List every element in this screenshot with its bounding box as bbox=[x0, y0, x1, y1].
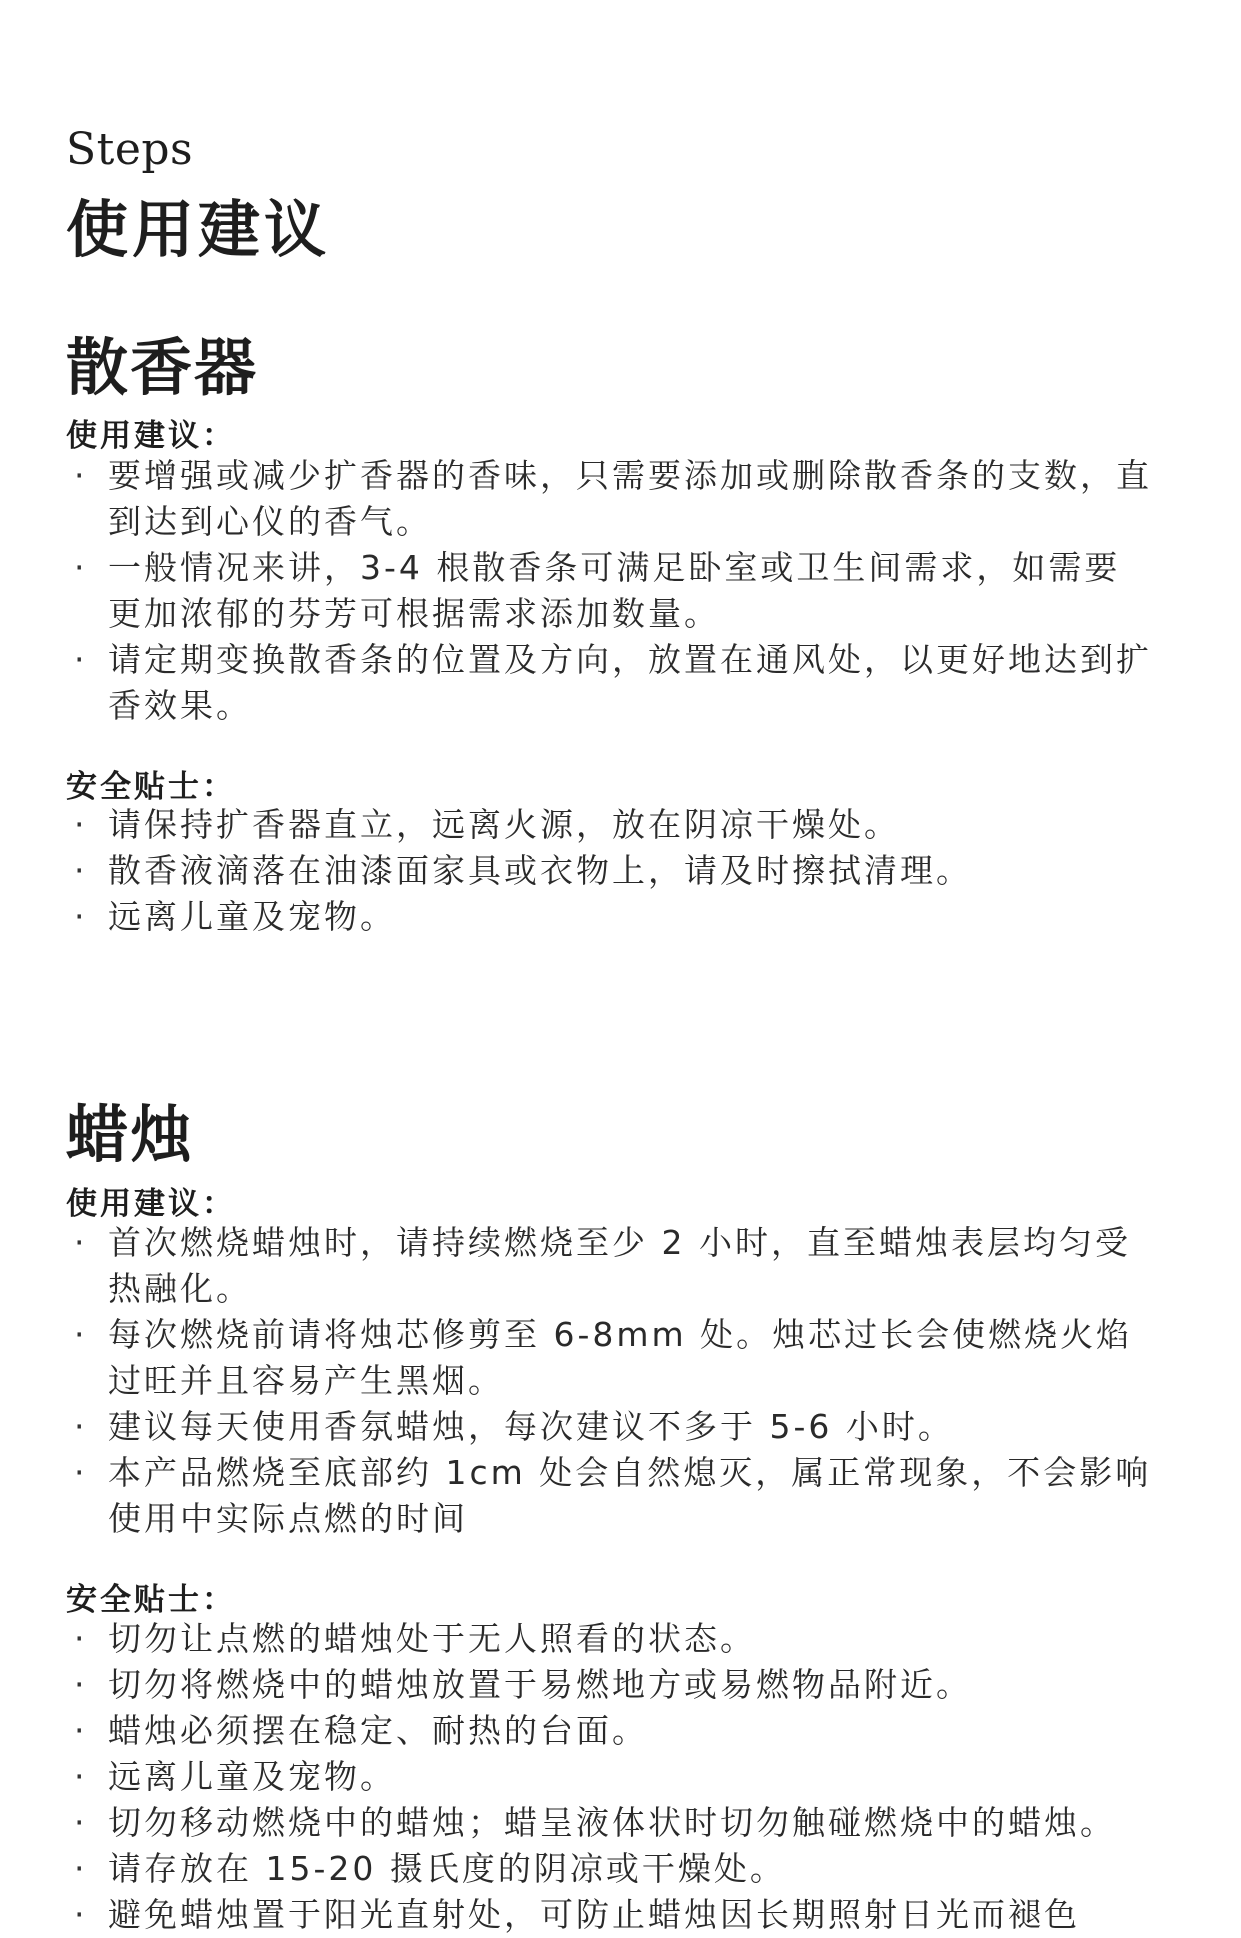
list-item: · 请定期变换散香条的位置及方向，放置在通风处，以更好地达到扩香效果。 bbox=[66, 637, 1216, 729]
list-item: · 避免蜡烛置于阳光直射处，可防止蜡烛因长期照射日光而褪色 bbox=[66, 1892, 1216, 1938]
list-item: · 切勿移动燃烧中的蜡烛；蜡呈液体状时切勿触碰燃烧中的蜡烛。 bbox=[66, 1800, 1216, 1846]
candle-safety-heading: 安全贴士： bbox=[66, 1582, 236, 1618]
candle-safety-list bbox=[66, 1616, 1216, 1938]
candle-title: 蜡烛 bbox=[66, 1098, 195, 1171]
diffuser-title: 散香器 bbox=[66, 331, 259, 404]
candle-usage-list bbox=[66, 1220, 1216, 1542]
list-item: · 请保持扩香器直立，远离火源，放在阴凉干燥处。 bbox=[66, 802, 1216, 848]
diffuser-usage-heading: 使用建议： bbox=[66, 418, 236, 454]
candle-usage-heading: 使用建议： bbox=[66, 1186, 236, 1222]
diffuser-safety-heading: 安全贴士： bbox=[66, 769, 236, 805]
list-item: · 远离儿童及宠物。 bbox=[66, 894, 1216, 940]
list-item: · 要增强或减少扩香器的香味，只需要添加或删除散香条的支数，直到达到心仪的香气。 bbox=[66, 453, 1216, 545]
list-item: · 请存放在 15-20 摄氏度的阴凉或干燥处。 bbox=[66, 1846, 1216, 1892]
list-item: · 切勿将燃烧中的蜡烛放置于易燃地方或易燃物品附近。 bbox=[66, 1662, 1216, 1708]
eyebrow-label: Steps bbox=[66, 124, 194, 175]
list-item: · 首次燃烧蜡烛时，请持续燃烧至少 2 小时，直至蜡烛表层均匀受热融化。 bbox=[66, 1220, 1216, 1312]
list-item: · 本产品燃烧至底部约 1cm 处会自然熄灭，属正常现象，不会影响使用中实际点燃的时间 bbox=[66, 1450, 1216, 1542]
page-title: 使用建议 bbox=[66, 193, 331, 266]
diffuser-safety-list bbox=[66, 802, 1216, 940]
list-item: · 建议每天使用香氛蜡烛，每次建议不多于 5-6 小时。 bbox=[66, 1404, 1216, 1450]
list-item: · 散香液滴落在油漆面家具或衣物上，请及时擦拭清理。 bbox=[66, 848, 1216, 894]
list-item: · 蜡烛必须摆在稳定、耐热的台面。 bbox=[66, 1708, 1216, 1754]
list-item: · 切勿让点燃的蜡烛处于无人照看的状态。 bbox=[66, 1616, 1216, 1662]
list-item: · 远离儿童及宠物。 bbox=[66, 1754, 1216, 1800]
list-item: · 一般情况来讲，3-4 根散香条可满足卧室或卫生间需求，如需要更加浓郁的芬芳可根据需求添加数量。 bbox=[66, 545, 1216, 637]
list-item: · 每次燃烧前请将烛芯修剪至 6-8mm 处。烛芯过长会使燃烧火焰过旺并且容易产生黑烟。 bbox=[66, 1312, 1216, 1404]
diffuser-usage-list bbox=[66, 453, 1216, 729]
